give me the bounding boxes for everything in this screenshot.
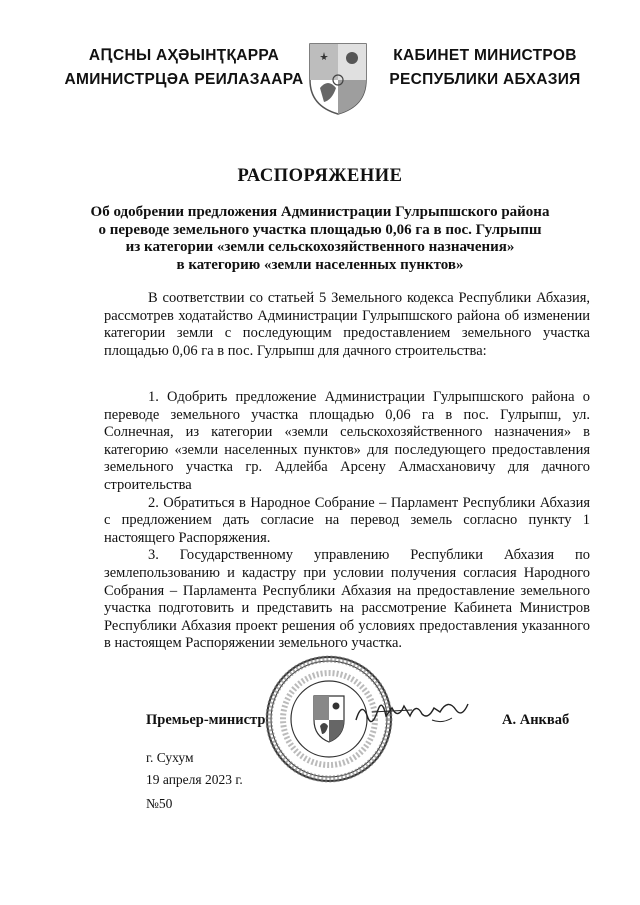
header-abkhaz-title bbox=[64, 44, 304, 92]
coat-of-arms-icon bbox=[306, 40, 370, 116]
document-date: 19 апреля 2023 г. bbox=[146, 772, 243, 787]
title-line: в категорию «земли населенных пунктов» bbox=[176, 256, 464, 273]
item-2: 2. Обратиться в Народное Собрание – Парламент Республики Абхазия с предложением дать согласие на перевод земель согласно пункту 1 настоящего Распоряжения. bbox=[104, 494, 590, 546]
intro-section bbox=[104, 290, 590, 360]
document-title bbox=[80, 204, 560, 274]
header-left-line1: АԤСНЫ АҲӘЫНҬҚАРРА bbox=[88, 47, 280, 64]
signatory-position: Премьер-министр bbox=[146, 712, 266, 728]
item-3: 3. Государственному управлению Республики Абхазия по землепользованию и кадастру при условии получения согласия Народного Собрания – Парламента Республики Абхазия на предоставление земельного участка подготовить и представить на рассмотрение Кабинета Министров Республики Абхазия проект решения об условиях предоставления указанного в настоящем Распоряжении земельного участка. bbox=[104, 547, 590, 652]
header-left-line2: АМИНИСТРЦӘА РЕИЛАЗААРА bbox=[64, 71, 304, 88]
title-line: из категории «земли сельскохозяйственного назначения» bbox=[125, 239, 515, 255]
header-russian-title bbox=[380, 44, 590, 92]
item-1: 1. Одобрить предложение Администрации Гулрыпшского района о переводе земельного участка площадью 0,06 га в пос. Гулрыпш, ул. Солнечная, из категории «земли сельскохозяйственного назначения» в категорию «земли населенных пунктов» для последующего предоставления земельного участка гр. Адлейба Арсену Алмасхановичу для дачного строительства bbox=[104, 389, 590, 493]
header-right-line2: РЕСПУБЛИКИ АБХАЗИЯ bbox=[389, 71, 581, 88]
document-type: РАСПОРЯЖЕНИЕ bbox=[237, 166, 403, 186]
handwritten-signature-icon bbox=[352, 690, 472, 734]
title-line: Об одобрении предложения Администрации Гулрыпшского района bbox=[90, 204, 550, 220]
intro-paragraph: В соответствии со статьей 5 Земельного кодекса Республики Абхазия, рассмотрев ходатайство Администрации Гулрыпшского района об изменении категории земли с последующим предоставлением земельного участка площадью 0,06 га в пос. Гулрыпш для дачного строительства: bbox=[104, 290, 590, 359]
header-right-line1: КАБИНЕТ МИНИСТРОВ bbox=[393, 47, 577, 64]
title-line: о переводе земельного участка площадью 0,06 га в пос. Гулрыпш bbox=[98, 221, 542, 238]
document-city: г. Сухум bbox=[146, 750, 194, 765]
document-number: №50 bbox=[146, 796, 173, 811]
signatory-name: А. Анкваб bbox=[502, 712, 570, 728]
items-section bbox=[104, 389, 590, 653]
